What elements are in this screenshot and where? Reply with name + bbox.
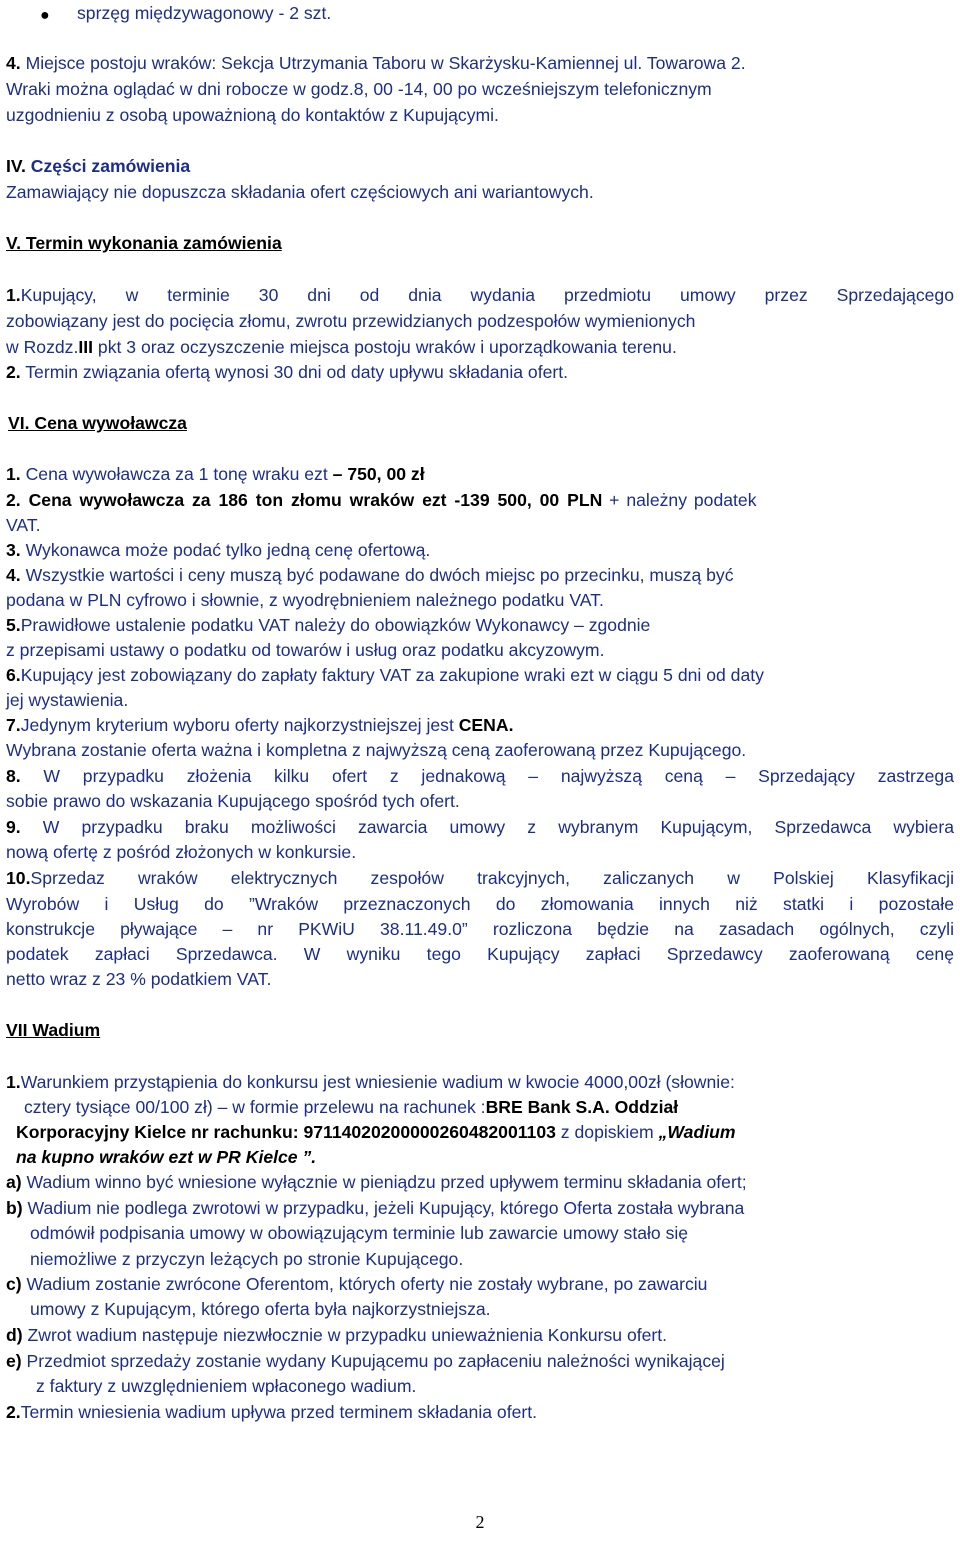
section-v-title: V. Termin wykonania zamówienia [6,233,282,253]
section-vii-p1-line-2 [24,1096,954,1118]
section-vii-p2-number: 2. [6,1402,21,1422]
section-vi-item-3-text: Wykonawca może podać tylko jedną cenę ofertową. [20,540,431,560]
section-vii-p2 [6,1401,954,1423]
section-vii-p1-line-3 [16,1121,954,1143]
section-vi-item-2 [6,489,954,511]
section-vii-b [6,1197,954,1219]
section-vi-item-9-text: W przypadku braku możliwości zawarcia umowy z wybranym Kupującym, Sprzedawca wybiera [20,817,954,837]
section-vii-account-number: Korporacyjny Kielce nr rachunku: 97114020200000260482001103 [16,1122,556,1142]
section-vi-item-7-line-2: Wybrana zostanie oferta ważna i kompletna z najwyższą ceną zaoferowaną przez Kupującego. [6,740,747,760]
section-vi-item-8-line-2: sobie prawo do wskazania Kupującego spośród tych ofert. [6,791,460,811]
section-vii-p1-line-1 [6,1071,954,1093]
section-vii-a-label: a) [6,1172,22,1192]
section-vii-c-line-2: umowy z Kupującym, którego oferta była najkorzystniejsza. [30,1299,491,1319]
section-vi-item-1-price: – 750, 00 zł [332,464,425,484]
section-vi-item-9-number: 9. [6,817,21,837]
section-v-p1-line-3 [6,336,954,358]
section-vi-item-10-text-1: Sprzedaz wraków elektrycznych zespołów trakcyjnych, zaliczanych w Polskiej Klasyfikacji [30,868,954,888]
section-vi-item-5 [6,614,954,636]
section-vi-item-10-line-2: Wyrobów i Usług do ”Wraków przeznaczonych do złomowania innych niż statki i pozostałe [6,894,954,914]
bullet-text: sprzęg międzywagonowy - 2 szt. [77,3,332,23]
section-vii-b-text-1: Wadium nie podlega zwrotowi w przypadku, jeżeli Kupujący, którego Oferta została wybrana [22,1198,745,1218]
section-vi-item-1-number: 1. [6,464,21,484]
section-vi-item-2-number: 2 [6,490,16,510]
section-4-line-3: uzgodnieniu z osobą upoważnioną do kontaktów z Kupującymi. [6,105,499,125]
section-vi-item-9-line-2: nową ofertę z pośród złożonych w konkursie. [6,842,357,862]
section-vi-item-3-number: 3. [6,540,21,560]
section-vii-b-label: b) [6,1198,23,1218]
section-vi-item-10-line-4: podatek zapłaci Sprzedawca. W wyniku tego Kupujący zapłaci Sprzedawcy zaoferowaną cenę [6,944,954,964]
section-vii-p1-text-1: Warunkiem przystąpienia do konkursu jest wniesienie wadium w kwocie 4000,00zł (słownie: [20,1072,735,1092]
section-v-p1-text-3a: w Rozdz. [6,337,79,357]
section-vii-c-label: c) [6,1274,22,1294]
section-vi-item-2-rest: + należny podatek [602,490,757,510]
section-vi-item-5-text: Prawidłowe ustalenie podatku VAT należy do obowiązków Wykonawcy – zgodnie [20,615,651,635]
section-vi-item-6 [6,664,954,686]
section-iv-heading [6,155,954,177]
section-vii-c-text-1: Wadium zostanie zwrócone Oferentom, których oferty nie zostały wybrane, po zawarciu [21,1274,708,1294]
section-vi-title: VI. Cena wywoławcza [8,413,187,433]
section-vii-p1-line-4 [16,1146,954,1168]
section-v-p1-line-2: zobowiązany jest do pocięcia złomu, zwrotu przewidzianych podzespołów wymienionych [6,311,696,331]
section-vi-item-9 [6,816,954,838]
section-v-p1-number: 1. [6,285,21,305]
section-vi-item-10-number: 10. [6,868,31,888]
section-vi-item-5-line-2: z przepisami ustawy o podatku od towarów i usług oraz podatku akcyzowym. [6,640,605,660]
section-iv-number: IV. [6,156,26,176]
section-vii-d-label: d) [6,1325,23,1345]
section-vi-item-1 [6,463,954,485]
section-vi-item-8-text: W przypadku złożenia kilku ofert z jednakową – najwyższą ceną – Sprzedający zastrzega [20,766,954,786]
section-vi-heading [8,412,954,434]
section-vii-a-text: Wadium winno być wniesione wyłącznie w pieniądzu przed upływem terminu składania ofert; [21,1172,747,1192]
section-vi-item-10-line-5: netto wraz z 23 % podatkiem VAT. [6,969,272,989]
section-4-line-1 [6,52,954,74]
section-vi-item-2-line-2: VAT. [6,515,41,535]
section-vi-item-8-number: 8. [6,766,21,786]
section-vi-item-7-text: Jedynym kryterium wyboru oferty najkorzystniejszej jest [20,715,459,735]
section-vi-item-3 [6,539,954,561]
section-vi-item-8 [6,765,954,787]
section-vii-heading [6,1019,954,1041]
section-vi-item-1-text: Cena wywoławcza za 1 tonę wraku ezt [20,464,333,484]
section-vi-item-7-cena: CENA. [458,715,514,735]
section-iv-title: Części zamówienia [30,156,191,176]
section-vii-a [6,1171,954,1193]
section-vii-wadium-note: „Wadium [658,1122,736,1142]
section-4-line-2: Wraki można oglądać w dni robocze w godz.8, 00 -14, 00 po wcześniejszym telefonicznym [6,79,712,99]
section-v-p2-number: 2. [6,362,21,382]
section-v-p1-text-3b: III [78,337,94,357]
section-v-p2 [6,361,954,383]
section-vii-b-line-2: odmówił podpisania umowy w obowiązującym terminie lub zawarcie umowy stało się [30,1223,689,1243]
section-vii-e-line-2: z faktury z uwzględnieniem wpłaconego wadium. [36,1376,417,1396]
section-v-p2-text: Termin związania ofertą wynosi 30 dni od daty upływu składania ofert. [20,362,569,382]
section-vi-item-6-number: 6. [6,665,21,685]
section-4-number: 4. [6,53,21,73]
section-vi-item-7-number: 7. [6,715,21,735]
section-vii-e-label: e) [6,1351,22,1371]
section-vi-item-2-bold: . Cena wywoławcza za 186 ton złomu wraków ezt -139 500, 00 PLN [15,490,603,510]
section-vii-b-line-3: niemożliwe z przyczyn leżących po stronie Kupującego. [30,1249,464,1269]
section-vi-item-7 [6,714,954,736]
section-v-p1-text-3c: pkt 3 oraz oczyszczenie miejsca postoju wraków i uporządkowania terenu. [93,337,677,357]
section-vii-title: VII Wadium [6,1020,101,1040]
section-v-heading [6,232,954,254]
page-number: 2 [475,1512,485,1532]
section-v-p1-text-1: Kupujący, w terminie 30 dni od dnia wydania przedmiotu umowy przez Sprzedającego [20,285,954,305]
section-vii-e-text-1: Przedmiot sprzedaży zostanie wydany Kupującemu po zapłaceniu należności wynikającej [21,1351,725,1371]
bullet-icon: ● [40,7,50,24]
section-vii-e [6,1350,954,1372]
section-vi-item-4 [6,564,954,586]
section-vi-item-10 [6,867,954,889]
section-vii-bank-name: BRE Bank S.A. Oddział [485,1097,679,1117]
section-vii-d [6,1324,954,1346]
section-vi-item-4-line-2: podana w PLN cyfrowo i słownie, z wyodrębnieniem należnego podatku VAT. [6,590,604,610]
section-iv-text: Zamawiający nie dopuszcza składania ofert częściowych ani wariantowych. [6,182,594,202]
section-4-text-1: Miejsce postoju wraków: Sekcja Utrzymania Taboru w Skarżysku-Kamiennej ul. Towarowa 2. [25,53,746,73]
section-v-p1-line-1 [6,284,954,306]
section-vii-p2-text: Termin wniesienia wadium upływa przed terminem składania ofert. [20,1402,537,1422]
section-vii-p1-text-3: z dopiskiem [555,1122,659,1142]
section-vii-p1-number: 1. [6,1072,21,1092]
section-vii-c [6,1273,954,1295]
section-vii-p1-text-2: cztery tysiące 00/100 zł) – w formie przelewu na rachunek : [24,1097,486,1117]
section-vi-item-10-line-3: konstrukcje pływające – nr PKWiU 38.11.49.0” rozliczona będzie na zasadach ogólnych, czyli [6,919,954,939]
section-vi-item-6-line-2: jej wystawienia. [6,690,129,710]
section-vi-item-6-text: Kupujący jest zobowiązany do zapłaty faktury VAT za zakupione wraki ezt w ciągu 5 dni od daty [20,665,764,685]
section-vi-item-5-number: 5. [6,615,21,635]
section-vii-d-text: Zwrot wadium następuje niezwłocznie w przypadku unieważnienia Konkursu ofert. [22,1325,668,1345]
section-vi-item-4-number: 4. [6,565,21,585]
section-vii-wadium-note-2: na kupno wraków ezt w PR Kielce ”. [16,1147,317,1167]
section-vi-item-4-text: Wszystkie wartości i ceny muszą być podawane do dwóch miejsc po przecinku, muszą być [20,565,734,585]
